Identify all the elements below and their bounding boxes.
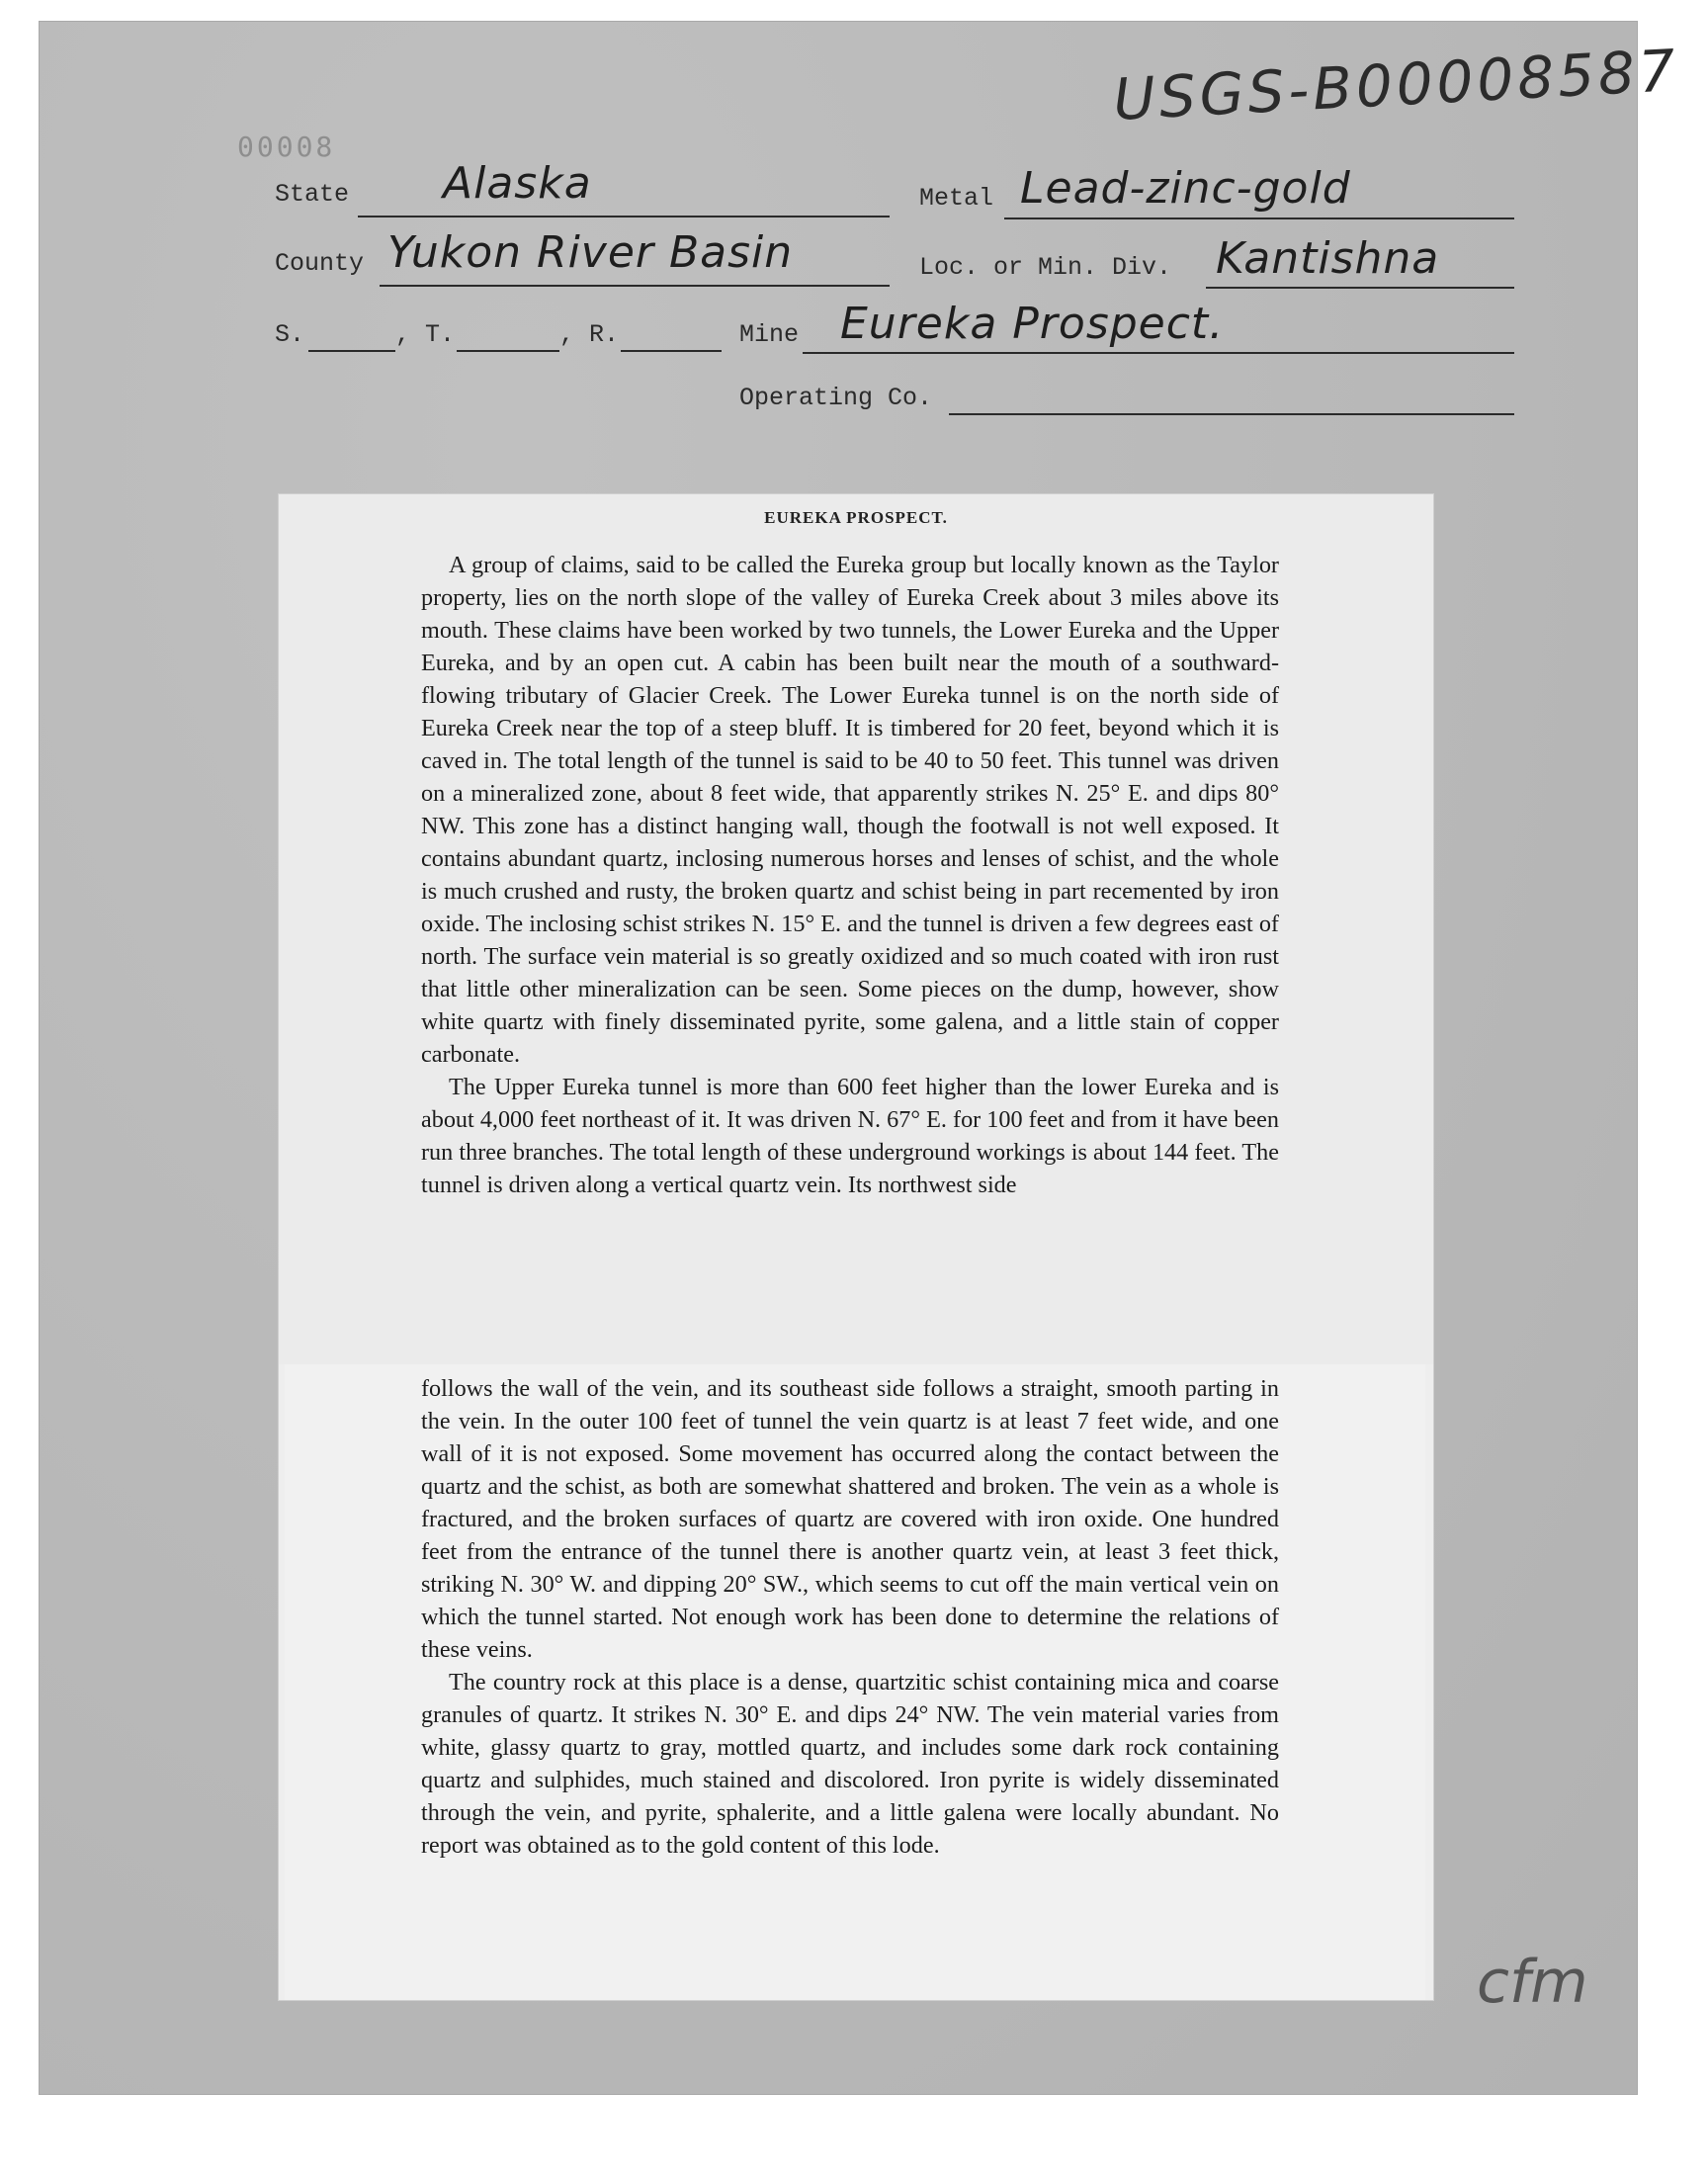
- district-label: Loc. or Min. Div.: [919, 253, 1172, 282]
- article-heading: EUREKA PROSPECT.: [764, 508, 948, 527]
- operating-label: Operating Co.: [739, 384, 933, 412]
- district-value: Kantishna: [1216, 233, 1440, 284]
- district-line: [1206, 287, 1514, 289]
- section-label: S.: [275, 320, 305, 349]
- mine-line: [803, 352, 1514, 354]
- range-label: , R.: [559, 320, 620, 349]
- state-value: Alaska: [443, 158, 592, 209]
- article-body-top: [421, 549, 1279, 1201]
- county-value: Yukon River Basin: [387, 227, 794, 278]
- faint-stamp: 00008: [237, 130, 336, 163]
- metal-line: [1004, 218, 1514, 219]
- range-line: [621, 350, 722, 352]
- paragraph-2-continued: follows the wall of the vein, and its southeast side follows a straight, smooth parting in the vein. In the outer 100 feet of tunnel the vein quartz is at least 7 feet wide, and one wall of it is not exposed. Some movement has occurred along the contact between the quartz and the schist, as both are somewhat shattered and broken. The vein as a whole is fractured, and the broken surfaces of quartz are covered with iron oxide. One hundred feet from the entrance of the tunnel there is another quartz vein, at least 3 feet thick, striking N. 30° W. and dipping 20° SW., which seems to cut off the main vertical vein on which the tunnel started. Not enough work has been done to determine the relations of these veins.: [421, 1375, 1279, 1663]
- county-label: County: [275, 249, 365, 278]
- paragraph-1: A group of claims, said to be called the Eureka group but locally known as the Taylor property, lies on the north slope of the valley of Eureka Creek about 3 miles above its mouth. These claims have been worked by two tunnels, the Lower Eureka and the Upper Eureka, and by an open cut. A cabin has been built near the mouth of a southward-flowing tributary of Glacier Creek. The Lower Eureka tunnel is on the north side of Eureka Creek near the top of a steep bluff. It is timbered for 20 feet, beyond which it is caved in. The total length of the tunnel is said to be 40 to 50 feet. This tunnel was driven on a mineralized zone, about 8 feet wide, that apparently strikes N. 25° E. and dips 80° NW. This zone has a distinct hanging wall, though the footwall is not well exposed. It contains abundant quartz, inclosing numerous horses and lenses of schist, and the whole is much crushed and rusty, the broken quartz and schist being in part recemented by iron oxide. The inclosing schist strikes N. 15° E. and the tunnel is driven a few degrees east of north. The surface vein material is so greatly oxidized and so much coated with iron rust that little other mineralization can be seen. Some pieces on the dump, however, show white quartz with finely disseminated pyrite, some galena, and a little stain of copper carbonate.: [421, 552, 1279, 1068]
- state-label: State: [275, 180, 350, 209]
- metal-value: Lead-zinc-gold: [1020, 163, 1351, 214]
- mine-value: Eureka Prospect.: [840, 299, 1225, 349]
- state-line: [358, 216, 890, 218]
- mine-label: Mine: [739, 320, 800, 349]
- paragraph-3: The country rock at this place is a dense, quartzitic schist containing mica and coarse granules of quartz. It strikes N. 30° E. and dips 24° NW. The vein material varies from white, glassy quartz to gray, mottled quartz, and includes some dark rock containing quartz and sulphides, much stained and discolored. Iron pyrite is widely disseminated through the vein, and pyrite, sphalerite, and a little galena were locally abundant. No report was obtained as to the gold content of this lode.: [421, 1669, 1279, 1859]
- township-label: , T.: [395, 320, 456, 349]
- county-line: [380, 285, 890, 287]
- township-line: [457, 350, 559, 352]
- metal-label: Metal: [919, 184, 994, 213]
- operating-line: [949, 413, 1514, 415]
- pasted-clipping: [279, 494, 1433, 2000]
- article-body-bottom: [421, 1372, 1279, 1862]
- paragraph-2: The Upper Eureka tunnel is more than 600 feet higher than the lower Eureka and is about 4,000 feet northeast of it. It was driven N. 67° E. for 100 feet and from it have been run three branches. The total length of these underground workings is about 144 feet. The tunnel is driven along a vertical quartz vein. Its northwest side: [421, 1074, 1279, 1198]
- document-id: USGS-B00008587: [1111, 37, 1681, 133]
- handwritten-initials: cfm: [1477, 1948, 1588, 2017]
- section-line: [308, 350, 395, 352]
